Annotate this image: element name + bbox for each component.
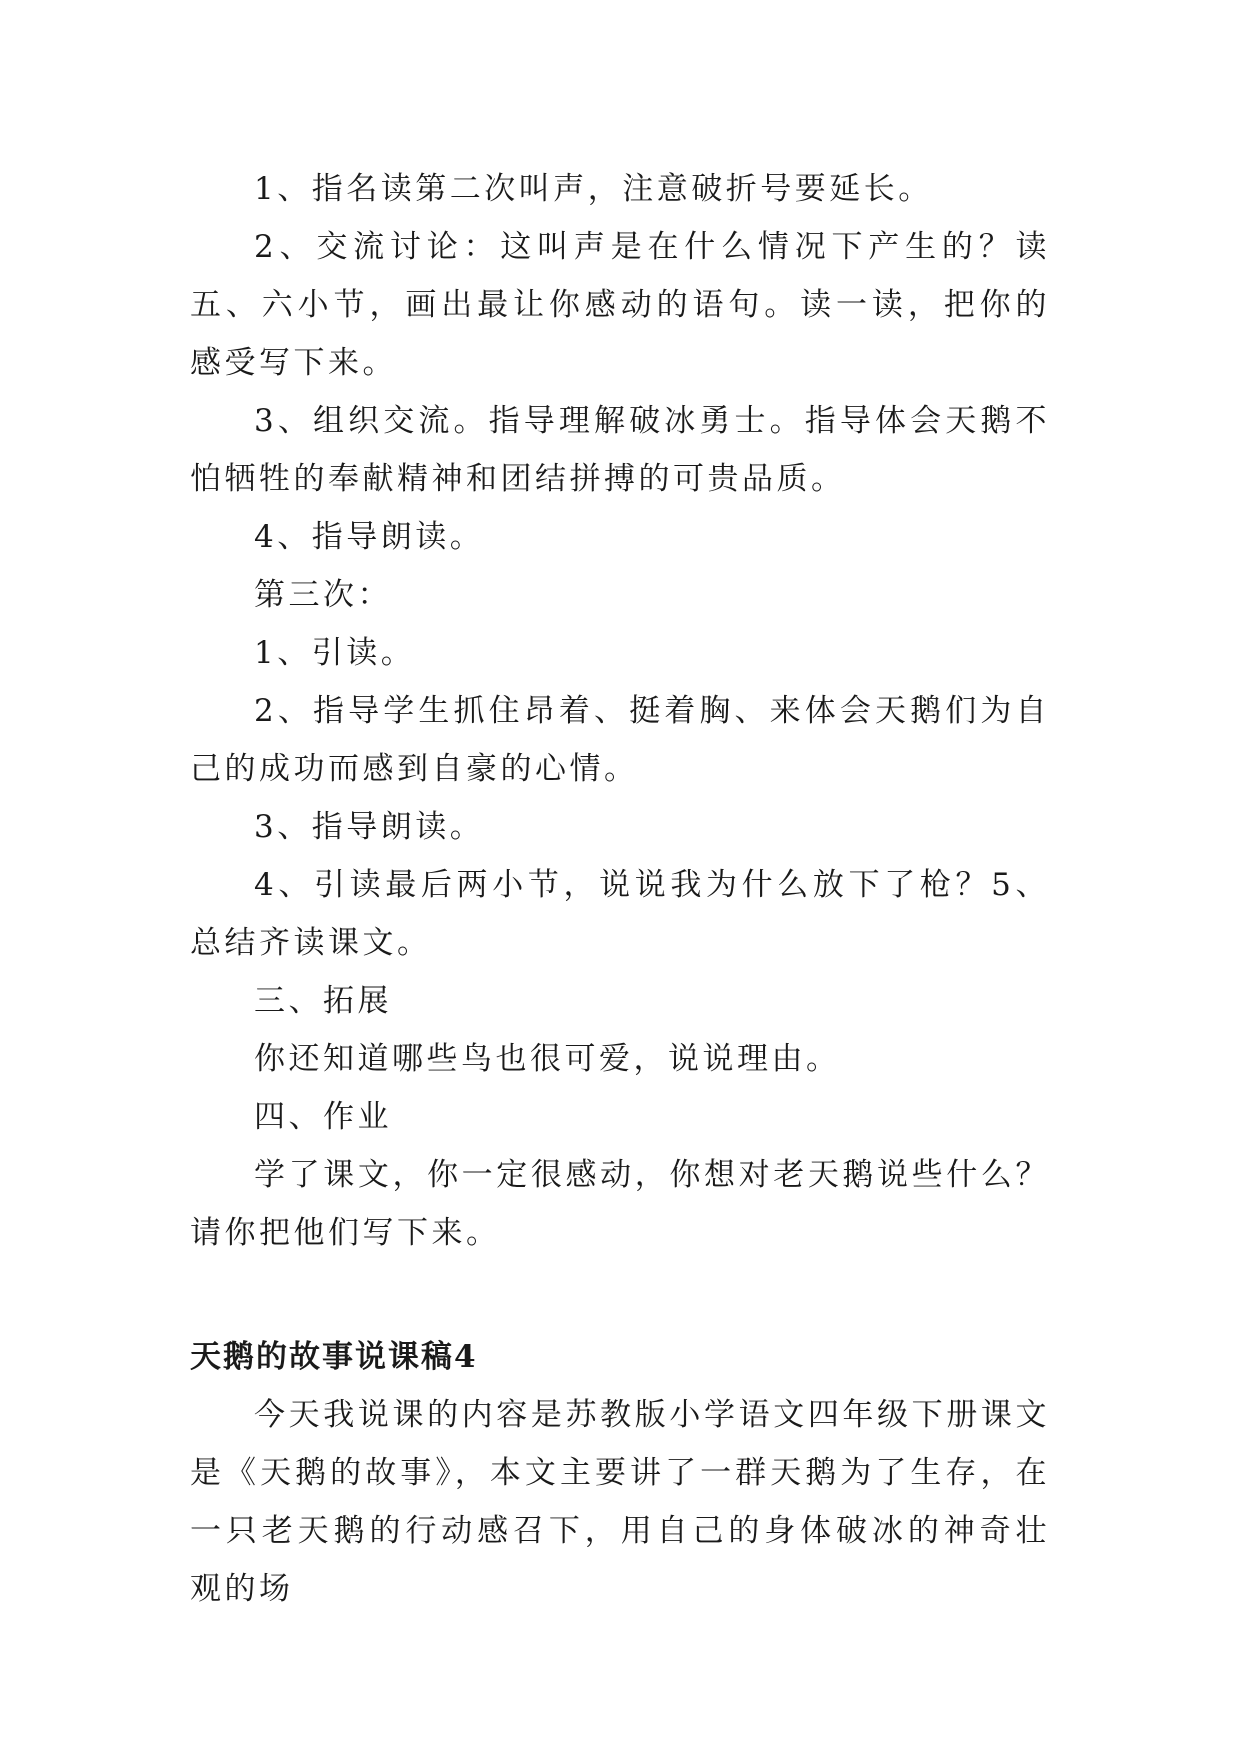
paragraph: 2、指导学生抓住昂着、挺着胸、来体会天鹅们为自己的成功而感到自豪的心情。 bbox=[190, 693, 1050, 787]
section-title: 天鹅的故事说课稿4 bbox=[190, 1339, 478, 1375]
paragraph: 4、指导朗读。 bbox=[254, 519, 485, 555]
paragraph: 你还知道哪些鸟也很可爱，说说理由。 bbox=[254, 1041, 841, 1077]
paragraph: 3、组织交流。指导理解破冰勇士。指导体会天鹅不怕牺牲的奉献精神和团结拼搏的可贵品质。 bbox=[190, 403, 1050, 497]
paragraph: 4、引读最后两小节，说说我为什么放下了枪？5、总结齐读课文。 bbox=[190, 867, 1050, 961]
paragraph: 1、指名读第二次叫声，注意破折号要延长。 bbox=[254, 171, 933, 207]
paragraph: 第三次： bbox=[254, 577, 392, 613]
paragraph: 3、指导朗读。 bbox=[254, 809, 485, 845]
document-body bbox=[190, 160, 1050, 1618]
section-heading-expand: 三、拓展 bbox=[254, 983, 392, 1019]
paragraph: 2、交流讨论：这叫声是在什么情况下产生的？读五、六小节，画出最让你感动的语句。读一读，把你的感受写下来。 bbox=[190, 229, 1050, 381]
paragraph: 今天我说课的内容是苏教版小学语文四年级下册课文是《天鹅的故事》，本文主要讲了一群天鹅为了生存，在一只老天鹅的行动感召下，用自己的身体破冰的神奇壮观的场 bbox=[190, 1397, 1050, 1607]
paragraph: 1、引读。 bbox=[254, 635, 416, 671]
section-heading-homework: 四、作业 bbox=[254, 1099, 392, 1135]
paragraph: 学了课文，你一定很感动，你想对老天鹅说些什么？请你把他们写下来。 bbox=[190, 1157, 1050, 1251]
